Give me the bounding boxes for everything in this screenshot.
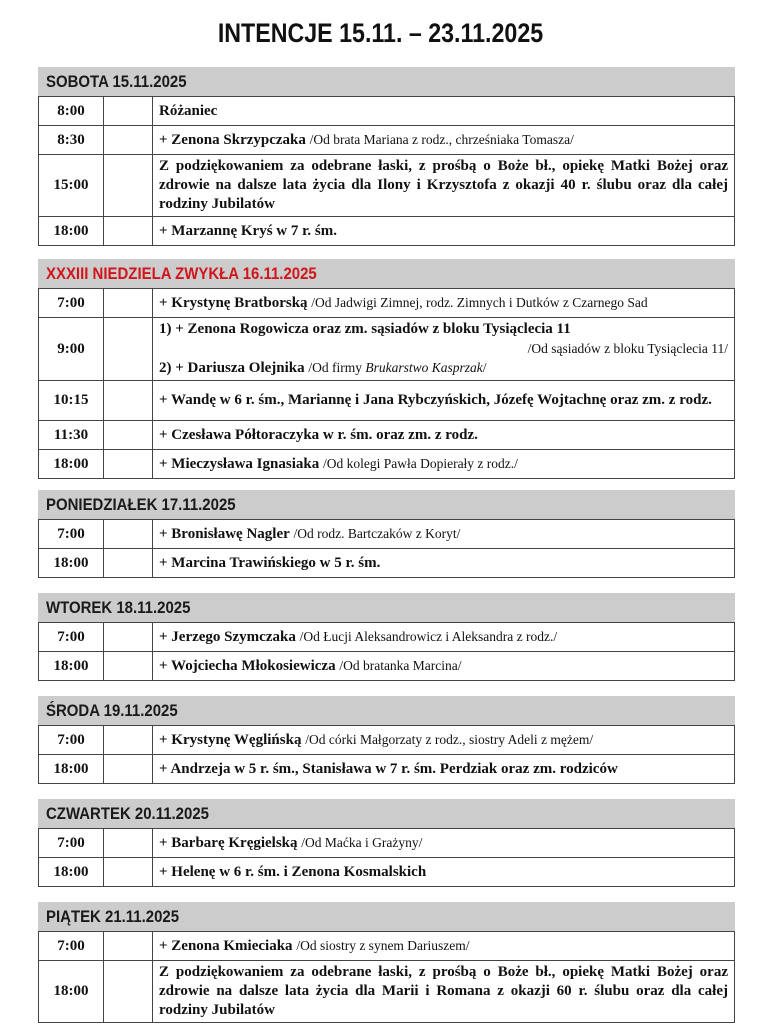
table-row — [39, 126, 735, 155]
blank-cell — [104, 421, 153, 450]
intention-cell — [153, 829, 735, 858]
intentions-table — [38, 288, 735, 479]
intention-cell — [153, 289, 735, 318]
intention-requester: /Od bratanka Marcina/ — [339, 658, 462, 673]
mass-time: 18:00 — [39, 549, 104, 578]
intention-text: + Zenona Kmieciaka — [159, 938, 293, 954]
intentions-table — [38, 622, 735, 681]
intention-cell — [153, 421, 735, 450]
table-row — [39, 858, 735, 887]
blank-cell — [104, 450, 153, 479]
intention-text: + Zenona Skrzypczaka — [159, 132, 306, 148]
intentions-table — [38, 725, 735, 784]
blank-cell — [104, 961, 153, 1023]
blank-cell — [104, 520, 153, 549]
day-section-tuesday — [38, 593, 735, 681]
company-name: Brukarstwo Kasprzak — [365, 360, 483, 375]
day-header: CZWARTEK 20.11.2025 — [38, 799, 735, 828]
mass-time: 18:00 — [39, 450, 104, 479]
blank-cell — [104, 858, 153, 887]
intention-text: Z podziękowaniem za odebrane łaski, z prośbą o Boże bł., opiekę Matki Bożej oraz zdrowie na dalsze lata życia dla Marii i Romana z okazji 60 r. ślubu oraz dla całej rodziny Jubilatów — [159, 964, 728, 1018]
day-section-saturday — [38, 67, 735, 246]
intention-requester: /Od Jadwigi Zimnej, rodz. Zimnych i Dutków z Czarnego Sad — [311, 295, 648, 310]
mass-time: 7:00 — [39, 829, 104, 858]
table-row — [39, 623, 735, 652]
intention-cell — [153, 549, 735, 578]
blank-cell — [104, 755, 153, 784]
mass-time: 18:00 — [39, 652, 104, 681]
blank-cell — [104, 623, 153, 652]
blank-cell — [104, 318, 153, 381]
intention-text: Różaniec — [159, 102, 218, 119]
blank-cell — [104, 97, 153, 126]
day-header: PONIEDZIAŁEK 17.11.2025 — [38, 490, 735, 519]
mass-time: 7:00 — [39, 726, 104, 755]
intention-text: + Marcina Trawińskiego w 5 r. śm. — [159, 554, 381, 571]
intention-text: + Wandę w 6 r. śm., Mariannę i Jana Rybczyńskich, Józefę Wojtachnę oraz zm. z rodz. — [159, 392, 712, 408]
intention-text: + Helenę w 6 r. śm. i Zenona Kosmalskich — [159, 863, 427, 880]
table-row — [39, 289, 735, 318]
blank-cell — [104, 829, 153, 858]
day-section-wednesday — [38, 696, 735, 784]
day-section-thursday — [38, 799, 735, 887]
blank-cell — [104, 155, 153, 217]
intention-requester: /Od brata Mariana z rodz., chrześniaka Tomasza/ — [309, 132, 574, 147]
intention-cell — [153, 623, 735, 652]
intention-cell — [153, 318, 735, 381]
table-row — [39, 755, 735, 784]
intentions-table — [38, 828, 735, 887]
table-row — [39, 652, 735, 681]
mass-time: 18:00 — [39, 755, 104, 784]
table-row — [39, 421, 735, 450]
mass-time: 18:00 — [39, 858, 104, 887]
blank-cell — [104, 726, 153, 755]
mass-time: 11:30 — [39, 421, 104, 450]
mass-time: 15:00 — [39, 155, 104, 217]
table-row — [39, 97, 735, 126]
intention-requester: /Od firmy — [308, 360, 366, 375]
mass-time: 7:00 — [39, 623, 104, 652]
mass-time: 18:00 — [39, 961, 104, 1023]
day-section-friday — [38, 902, 735, 1023]
intentions-table — [38, 931, 735, 1023]
table-row — [39, 217, 735, 246]
intention-cell — [153, 126, 735, 155]
blank-cell — [104, 652, 153, 681]
mass-time: 7:00 — [39, 932, 104, 961]
intention-cell — [153, 858, 735, 887]
table-row — [39, 450, 735, 479]
table-row — [39, 726, 735, 755]
table-row — [39, 381, 735, 421]
table-row — [39, 318, 735, 381]
day-section-sunday — [38, 259, 735, 479]
day-header: SOBOTA 15.11.2025 — [38, 67, 735, 96]
intention-cell — [153, 520, 735, 549]
table-row — [39, 520, 735, 549]
intention-text: + Barbarę Kręgielską — [159, 835, 298, 851]
intention-cell — [153, 755, 735, 784]
intention-text: Z podziękowaniem za odebrane łaski, z prośbą o Boże bł., opiekę Matki Bożej oraz zdrowie na dalsze lata życia dla Ilony i Krzysztofa z okazji 40 r. ślubu oraz dla całej rodziny Jubilatów — [159, 158, 728, 212]
mass-time: 7:00 — [39, 520, 104, 549]
intention-text: + Wojciecha Młokosiewicza — [159, 658, 336, 674]
intention-requester: /Od kolegi Pawła Dopierały z rodz./ — [322, 456, 518, 471]
mass-time: 18:00 — [39, 217, 104, 246]
table-row — [39, 932, 735, 961]
blank-cell — [104, 289, 153, 318]
intentions-table — [38, 96, 735, 246]
intention-requester: /Od siostry z synem Dariuszem/ — [296, 938, 470, 953]
day-header: XXXIII NIEDZIELA ZWYKŁA 16.11.2025 — [38, 259, 735, 288]
intention-cell — [153, 155, 735, 217]
table-row — [39, 549, 735, 578]
day-section-monday — [38, 490, 735, 578]
blank-cell — [104, 549, 153, 578]
blank-cell — [104, 126, 153, 155]
mass-time: 9:00 — [39, 318, 104, 381]
intention-line — [159, 358, 728, 378]
intention-cell — [153, 381, 735, 421]
intention-text: 2) + Dariusza Olejnika — [159, 360, 305, 376]
blank-cell — [104, 932, 153, 961]
intention-text: + Krystynę Węglińską — [159, 732, 302, 748]
mass-time: 7:00 — [39, 289, 104, 318]
intention-text: + Andrzeja w 5 r. śm., Stanisława w 7 r. śm. Perdziak oraz zm. rodziców — [159, 760, 618, 777]
intention-text: + Jerzego Szymczaka — [159, 629, 296, 645]
intention-text: + Krystynę Bratborską — [159, 295, 308, 311]
table-row — [39, 155, 735, 217]
intention-cell — [153, 450, 735, 479]
intention-cell — [153, 652, 735, 681]
intention-requester: /Od rodz. Bartczaków z Koryt/ — [293, 526, 461, 541]
day-header: WTOREK 18.11.2025 — [38, 593, 735, 622]
mass-time: 8:00 — [39, 97, 104, 126]
intention-requester: /Od Łucji Aleksandrowicz i Aleksandra z rodz./ — [299, 629, 558, 644]
intention-text: + Mieczysława Ignasiaka — [159, 456, 320, 472]
intention-cell — [153, 961, 735, 1023]
intention-text: + Bronisławę Nagler — [159, 526, 290, 542]
note-end: / — [482, 360, 487, 375]
page-title: INTENCJE 15.11. – 23.11.2025 — [217, 18, 544, 48]
mass-time: 10:15 — [39, 381, 104, 421]
table-row — [39, 829, 735, 858]
intention-cell — [153, 97, 735, 126]
intention-cell — [153, 726, 735, 755]
day-header: ŚRODA 19.11.2025 — [38, 696, 735, 725]
intention-requester: /Od sąsiadów z bloku Tysiąclecia 11/ — [527, 341, 728, 356]
blank-cell — [104, 381, 153, 421]
intention-text: + Czesława Półtoraczyka w r. śm. oraz zm. z rodz. — [159, 426, 478, 443]
intention-cell — [153, 217, 735, 246]
intention-text: + Marzannę Kryś w 7 r. śm. — [159, 222, 337, 239]
intention-cell — [153, 932, 735, 961]
intention-requester: /Od córki Małgorzaty z rodz., siostry Adeli z mężem/ — [305, 732, 594, 747]
blank-cell — [104, 217, 153, 246]
intention-text: 1) + Zenona Rogowicza oraz zm. sąsiadów z bloku Tysiąclecia 11 — [159, 321, 571, 337]
mass-time: 8:30 — [39, 126, 104, 155]
intention-requester: /Od Maćka i Grażyny/ — [301, 835, 423, 850]
day-header: PIĄTEK 21.11.2025 — [38, 902, 735, 931]
table-row — [39, 961, 735, 1023]
intentions-table — [38, 519, 735, 578]
